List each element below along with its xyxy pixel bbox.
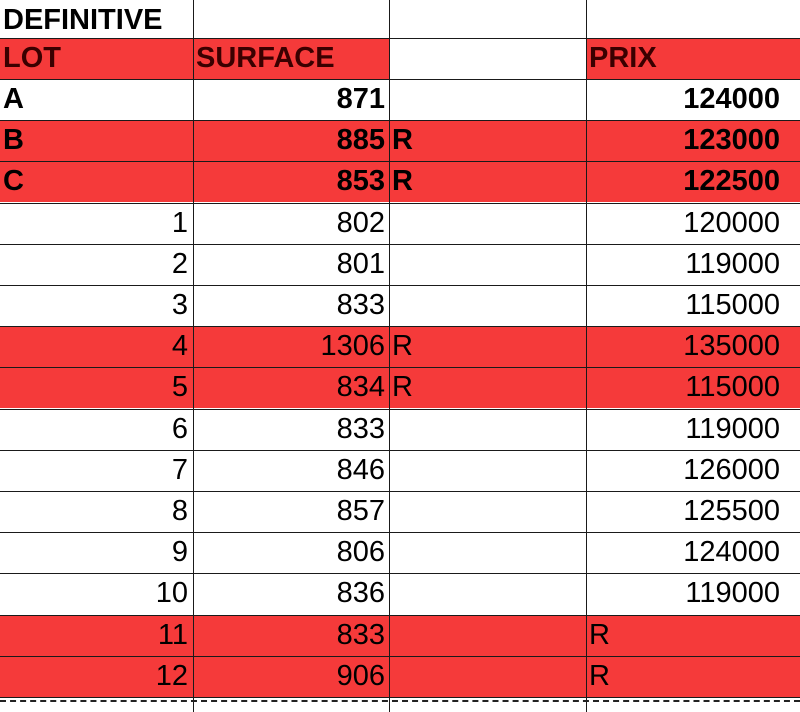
note-cell[interactable]: R	[389, 326, 586, 367]
prix-cell[interactable]: 119000	[685, 412, 780, 445]
table-row	[0, 409, 800, 450]
table-row	[0, 573, 800, 614]
lot-cell[interactable]: 9	[171, 536, 188, 569]
prix-cell[interactable]: 122500	[586, 161, 800, 202]
grid-line	[0, 615, 800, 616]
prix-cell[interactable]: 135000	[586, 326, 800, 367]
table-row	[0, 285, 800, 326]
lot-cell[interactable]: 12	[0, 656, 193, 697]
header-lot[interactable]: LOT	[0, 38, 193, 79]
surface-cell[interactable]: 833	[336, 412, 385, 445]
surface-cell[interactable]: 846	[336, 453, 385, 486]
prix-cell[interactable]: 119000	[685, 577, 780, 610]
grid-line	[0, 244, 800, 245]
note-cell[interactable]: R	[389, 161, 586, 202]
lot-cell[interactable]: 2	[171, 247, 188, 280]
table-row	[0, 367, 800, 408]
note-cell[interactable]	[389, 532, 586, 573]
page-break-line	[0, 700, 800, 702]
grid-line	[586, 0, 587, 712]
lot-cell[interactable]: 8	[171, 495, 188, 527]
table-row	[0, 79, 800, 120]
note-cell[interactable]	[389, 285, 586, 326]
surface-cell[interactable]: 871	[336, 83, 385, 115]
prix-cell[interactable]: 120000	[683, 206, 780, 239]
table-row	[0, 656, 800, 697]
empty-cell[interactable]	[586, 0, 800, 41]
grid-line	[0, 285, 800, 286]
table-row	[0, 450, 800, 491]
prix-cell[interactable]: 115000	[586, 367, 800, 408]
lot-cell[interactable]: 1	[171, 206, 188, 239]
lot-cell[interactable]: 5	[0, 367, 193, 408]
prix-cell[interactable]: 115000	[685, 289, 780, 321]
note-cell[interactable]	[389, 409, 586, 450]
grid-line	[0, 532, 800, 533]
prix-cell[interactable]: R	[586, 615, 800, 656]
empty-cell[interactable]	[389, 0, 586, 41]
prix-cell[interactable]: 123000	[586, 120, 800, 161]
grid-line	[0, 573, 800, 574]
note-cell[interactable]	[389, 203, 586, 244]
grid-line	[0, 367, 800, 368]
lot-cell[interactable]: 4	[0, 326, 193, 367]
lot-cell[interactable]: 7	[171, 453, 188, 486]
sheet-title-cell[interactable]: DEFINITIVE	[3, 4, 163, 36]
title-row	[0, 0, 800, 41]
surface-cell[interactable]: 801	[336, 247, 385, 280]
prix-cell[interactable]: 124000	[683, 536, 780, 569]
surface-cell[interactable]: 802	[336, 206, 385, 239]
table-row	[0, 326, 800, 367]
surface-cell[interactable]: 806	[336, 536, 385, 569]
table-row	[0, 532, 800, 573]
surface-cell[interactable]: 1306	[193, 326, 389, 367]
note-cell[interactable]	[389, 656, 586, 697]
surface-cell[interactable]: 857	[336, 495, 385, 527]
grid-line	[0, 450, 800, 451]
grid-line	[0, 161, 800, 162]
surface-cell[interactable]: 833	[193, 615, 389, 656]
note-cell[interactable]	[389, 79, 586, 120]
note-cell[interactable]: R	[389, 120, 586, 161]
prix-cell[interactable]: R	[586, 656, 800, 697]
note-cell[interactable]	[389, 615, 586, 656]
empty-cell[interactable]	[193, 0, 389, 41]
grid-line	[0, 79, 800, 80]
note-cell[interactable]	[389, 450, 586, 491]
table-row	[0, 161, 800, 202]
table-row	[0, 491, 800, 532]
lot-cell[interactable]: 6	[171, 412, 188, 445]
lot-cell[interactable]: C	[0, 161, 193, 202]
prix-cell[interactable]: 119000	[685, 247, 780, 280]
lot-cell[interactable]: 10	[155, 577, 188, 610]
grid-line	[0, 326, 800, 327]
surface-cell[interactable]: 833	[336, 289, 385, 321]
lot-cell[interactable]: 11	[0, 615, 193, 656]
note-cell[interactable]	[389, 573, 586, 614]
prix-cell[interactable]: 124000	[683, 83, 780, 115]
grid-line	[0, 409, 800, 410]
surface-cell[interactable]: 834	[193, 367, 389, 408]
grid-line	[193, 0, 194, 712]
lot-cell[interactable]: A	[3, 83, 24, 115]
note-cell[interactable]	[389, 491, 586, 532]
prix-cell[interactable]: 126000	[683, 453, 780, 486]
grid-line	[0, 656, 800, 657]
lot-cell[interactable]: B	[0, 120, 193, 161]
header-note[interactable]	[389, 38, 586, 79]
surface-cell[interactable]: 836	[336, 577, 385, 610]
surface-cell[interactable]: 906	[193, 656, 389, 697]
surface-cell[interactable]: 885	[193, 120, 389, 161]
grid-line	[0, 697, 800, 698]
table-row	[0, 244, 800, 285]
lot-cell[interactable]: 3	[171, 289, 188, 321]
header-surface[interactable]: SURFACE	[193, 38, 389, 79]
table-row	[0, 120, 800, 161]
header-row	[0, 38, 800, 79]
grid-line	[0, 120, 800, 121]
surface-cell[interactable]: 853	[193, 161, 389, 202]
note-cell[interactable]	[389, 244, 586, 285]
grid-line	[0, 491, 800, 492]
header-prix[interactable]: PRIX	[586, 38, 800, 79]
table-row	[0, 203, 800, 244]
grid-line	[0, 38, 800, 39]
grid-line	[0, 203, 800, 204]
prix-cell[interactable]: 125500	[683, 495, 780, 527]
grid-line	[389, 0, 390, 712]
note-cell[interactable]: R	[389, 367, 586, 408]
table-row	[0, 615, 800, 656]
